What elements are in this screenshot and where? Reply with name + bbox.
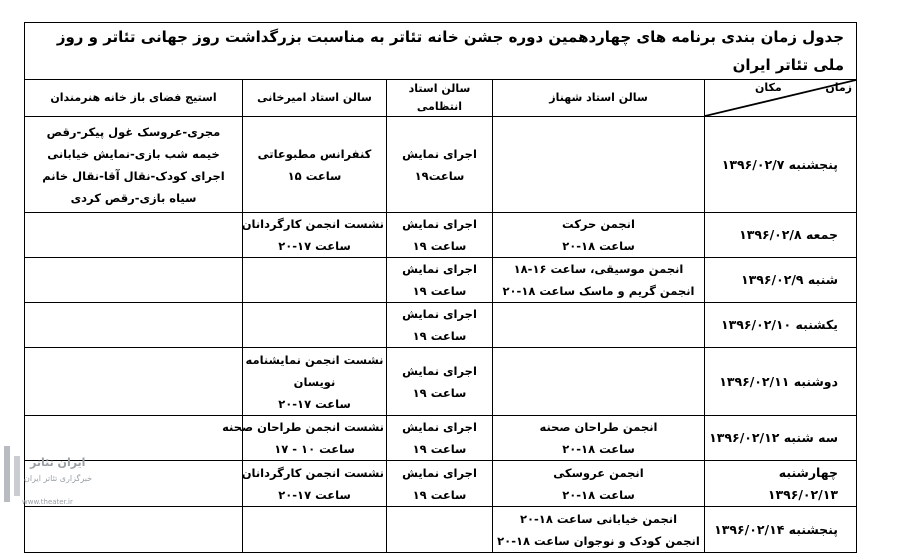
cell-text: اجرای نمایش: [402, 217, 477, 231]
cell-text: انجمن عروسکی: [553, 465, 644, 480]
cell-stage: [25, 303, 243, 348]
cell-text: ساعت ۱۹: [412, 487, 467, 502]
cell-text: انجمن گریم و ماسک ساعت ۱۸-۲۰: [502, 284, 695, 298]
column-header-stage: استیج فضای باز خانه هنرمندان: [25, 80, 243, 117]
cell-text: ساعت ۱۹: [412, 284, 467, 298]
cell-text: اجرای نمایش: [402, 465, 477, 480]
cell-shahnaz: [493, 348, 705, 416]
cell-text: انجمن خیابانی ساعت ۱۸-۲۰: [519, 511, 678, 526]
cell-entezami: [387, 461, 493, 507]
cell-text: ساعت۱۹: [414, 168, 465, 183]
cell-entezami: [387, 416, 493, 461]
cell-shahnaz: [493, 461, 705, 507]
theater-logo-icon: [2, 442, 24, 506]
cell-amirkhani: [243, 258, 387, 303]
cell-amirkhani: [243, 303, 387, 348]
schedule-row: [25, 507, 857, 553]
cell-text: نویسان: [293, 374, 336, 389]
schedule-row: [25, 416, 857, 461]
schedule-row: [25, 258, 857, 303]
cell-text: ساعت ۱۸-۲۰: [562, 487, 635, 502]
cell-text: نشست انجمن کارگردانان: [241, 465, 384, 480]
schedule-table: [24, 22, 857, 553]
cell-shahnaz: [493, 258, 705, 303]
date-cell: چهارشنبه ۱۳۹۶/۰۲/۱۳: [705, 461, 857, 507]
cell-text: نشست انجمن طراحان صحنه: [222, 420, 384, 434]
cell-text: ساعت ۱۹: [412, 329, 467, 343]
date-cell: پنجشنبه ۱۳۹۶/۰۲/۱۴: [705, 507, 857, 553]
cell-text: اجرای نمایش: [402, 262, 477, 276]
watermark-url: www.theater.ir: [22, 498, 73, 506]
schedule-document: [25, 22, 857, 553]
watermark-name: ایران تئاتر: [30, 456, 86, 469]
cell-text: ساعت ۱۵: [287, 168, 342, 183]
time-header-label: زمان: [825, 81, 852, 94]
cell-text: نشست انجمن کارگردانان: [241, 217, 384, 231]
cell-entezami: [387, 348, 493, 416]
date-cell: دوشنبه ۱۳۹۶/۰۲/۱۱: [705, 348, 857, 416]
cell-text: ساعت ۱۰ - ۱۷: [274, 442, 355, 456]
date-cell: جمعه ۱۳۹۶/۰۲/۸: [705, 213, 857, 258]
header-row: [25, 80, 857, 117]
cell-shahnaz: [493, 213, 705, 258]
cell-shahnaz: [493, 416, 705, 461]
cell-text: انجمن موسیقی، ساعت ۱۶-۱۸: [513, 262, 684, 276]
cell-amirkhani: [243, 213, 387, 258]
cell-amirkhani: [243, 461, 387, 507]
cell-stage: [25, 258, 243, 303]
cell-text: اجرای نمایش: [402, 363, 477, 378]
date-cell: شنبه ۱۳۹۶/۰۲/۹: [705, 258, 857, 303]
schedule-row: [25, 303, 857, 348]
page-title: جدول زمان بندی برنامه های چهاردهمین دوره جشن خانه تئاتر به مناسبت بزرگداشت روز جهانی تئاتر و روز ملی تئاتر ایران: [25, 23, 857, 80]
cell-stage: [25, 213, 243, 258]
watermark: [2, 438, 93, 514]
cell-entezami: [387, 117, 493, 213]
schedule-row: [25, 213, 857, 258]
cell-entezami: [387, 303, 493, 348]
cell-amirkhani: [243, 348, 387, 416]
cell-amirkhani: [243, 117, 387, 213]
cell-text: ساعت ۱۹: [412, 442, 467, 456]
cell-text: ساعت ۱۸-۲۰: [562, 239, 635, 253]
cell-text: انجمن کودک و نوجوان ساعت ۱۸-۲۰: [497, 533, 700, 548]
cell-text: اجرای نمایش: [402, 307, 477, 321]
column-header-amirkhani: سالن استاد امیرخانی: [243, 80, 387, 117]
date-cell: یکشنبه ۱۳۹۶/۰۲/۱۰: [705, 303, 857, 348]
cell-shahnaz: [493, 303, 705, 348]
date-cell: سه شنبه ۱۳۹۶/۰۲/۱۲: [705, 416, 857, 461]
cell-shahnaz: [493, 117, 705, 213]
cell-text: انجمن حرکت: [562, 217, 635, 231]
cell-text: مجری-عروسک غول پیکر-رقص: [46, 124, 221, 139]
cell-text: ساعت ۱۷-۲۰: [278, 487, 351, 502]
cell-text: اجرای نمایش: [402, 146, 477, 161]
cell-text: انجمن طراحان صحنه: [539, 420, 658, 434]
cell-text: ساعت ۱۷-۲۰: [278, 396, 351, 411]
date-cell: پنجشنبه ۱۳۹۶/۰۲/۷: [705, 117, 857, 213]
cell-stage: [25, 348, 243, 416]
cell-entezami: [387, 258, 493, 303]
schedule-row: [25, 117, 857, 213]
cell-text: اجرای نمایش: [402, 420, 477, 434]
cell-text: ساعت ۱۹: [412, 239, 467, 253]
column-header-shahnaz: سالن استاد شهناز: [493, 80, 705, 117]
cell-text: نشست انجمن نمایشنامه: [245, 352, 384, 367]
cell-text: کنفرانس مطبوعاتی: [257, 146, 372, 161]
cell-text: ساعت ۱۸-۲۰: [562, 442, 635, 456]
schedule-row: [25, 348, 857, 416]
cell-text: خیمه شب بازی-نمایش خیابانی: [47, 146, 220, 161]
cell-amirkhani: [222, 416, 387, 461]
schedule-row: [25, 461, 857, 507]
cell-text: اجرای کودک-نقال آقا-نقال خانم: [42, 168, 225, 183]
watermark-tagline: خبرگزاری تئاتر ایران: [24, 474, 93, 483]
cell-amirkhani: [243, 507, 387, 553]
cell-stage: [25, 117, 243, 213]
column-header-entezami: سالن استاد انتظامی: [387, 80, 493, 117]
place-header-label: مکان: [755, 81, 782, 94]
cell-entezami: [387, 507, 493, 553]
schedule-rows: [25, 117, 857, 553]
corner-header: [705, 80, 857, 117]
cell-text: سیاه بازی-رقص کردی: [70, 190, 197, 205]
cell-shahnaz: [493, 507, 705, 553]
cell-entezami: [387, 213, 493, 258]
cell-text: ساعت ۱۷-۲۰: [278, 239, 351, 253]
cell-text: ساعت ۱۹: [412, 385, 467, 400]
